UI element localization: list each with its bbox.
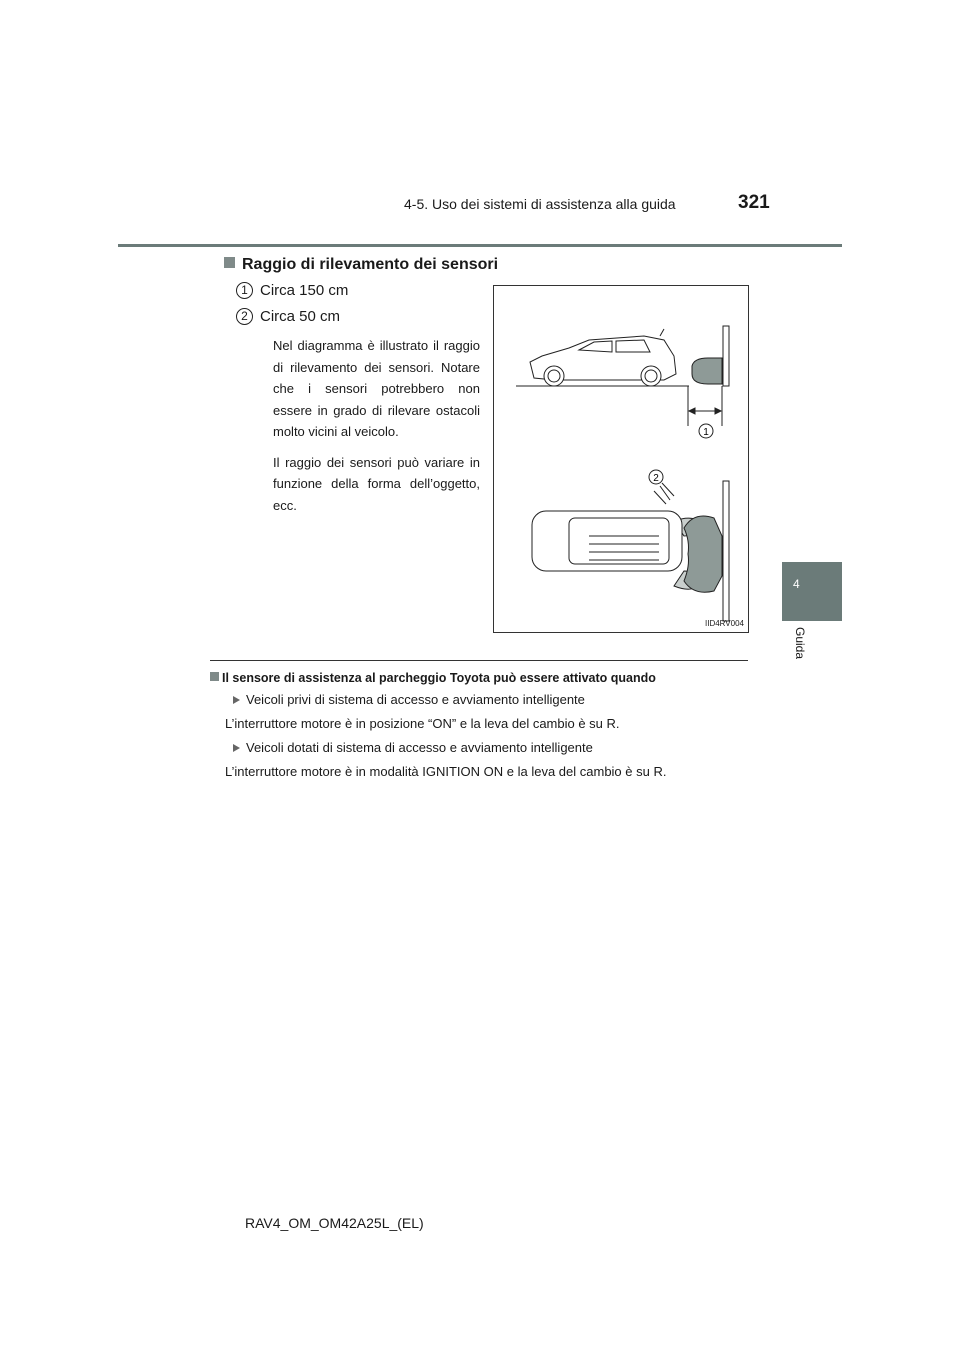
item-text: Circa 150 cm — [260, 282, 349, 299]
chapter-tab — [782, 562, 842, 621]
page-number: 321 — [738, 192, 770, 213]
bullet-text: Veicoli privi di sistema di accesso e avviamento intelligente — [246, 692, 585, 707]
description — [273, 335, 480, 525]
car-side-view — [516, 326, 729, 438]
paragraph: Il raggio dei sensori può variare in funzione della forma dell’oggetto, ecc. — [273, 454, 480, 513]
footer-code: RAV4_OM_OM42A25L_(EL) — [245, 1215, 424, 1231]
section-title — [224, 256, 498, 274]
section2-title-text: Il sensore di assistenza al parcheggio Toyota può essere attivato quando — [222, 671, 656, 685]
callout-2: 2 — [653, 473, 659, 484]
body-text: L’interruttore motore è in posizione “ON” e la leva del cambio è su R. — [225, 716, 620, 731]
bullet-item — [233, 692, 585, 707]
body-text: L’interruttore motore è in modalità IGNITION ON e la leva del cambio è su R. — [225, 764, 667, 779]
paragraph: Nel diagramma è illustrato il raggio di rilevamento dei sensori. Notare che i sensori potrebbero non essere in grado di rilevare ostacoli molto vicini al veicolo. — [273, 338, 480, 439]
triangle-bullet-icon — [233, 744, 240, 752]
bullet-item — [233, 740, 593, 755]
square-bullet-icon — [210, 672, 219, 681]
callout-1: 1 — [703, 427, 709, 438]
chapter-number: 4 — [793, 577, 800, 591]
callout-marker: 1 — [236, 282, 253, 299]
callout-marker: 2 — [236, 308, 253, 325]
item-text: Circa 50 cm — [260, 308, 341, 325]
header-section-title: 4-5. Uso dei sistemi di assistenza alla guida — [404, 196, 676, 212]
car-top-view — [532, 470, 729, 621]
car-illustration — [494, 286, 748, 632]
figure-code: IID4RV004 — [705, 619, 744, 628]
section-title-text: Raggio di rilevamento dei sensori — [242, 256, 499, 273]
list-item — [236, 308, 340, 325]
section2-title — [210, 671, 656, 685]
header-divider — [118, 244, 842, 247]
square-bullet-icon — [224, 257, 235, 268]
list-item — [236, 282, 348, 299]
triangle-bullet-icon — [233, 696, 240, 704]
chapter-label: Guida — [793, 627, 807, 660]
section-divider — [210, 660, 748, 661]
bullet-text: Veicoli dotati di sistema di accesso e avviamento intelligente — [246, 740, 593, 755]
sensor-range-figure — [493, 285, 749, 633]
